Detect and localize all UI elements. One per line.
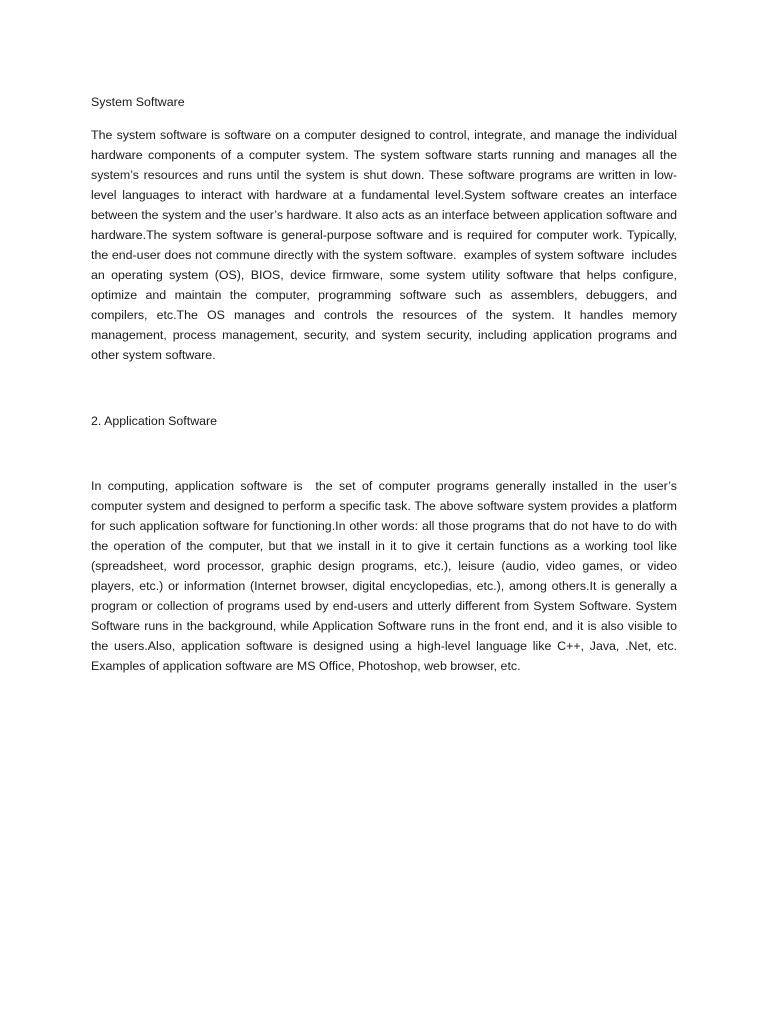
section-paragraph-application-software: In computing, application software is the set of computer programs generally installed in the user’s computer system and designed to perform a specific task. The above software system provides a platform for such application software for functioning.In other words: all those programs that do not have to do with the operation of the computer, but that we install in it to give it certain functions as a working tool like (spreadsheet, word processor, graphic design programs, etc.), leisure (audio, video games, or video players, etc.) or information (Internet browser, digital encyclopedias, etc.), among others.It is generally a program or collection of programs used by end-users and utterly different from System Software. System Software runs in the background, while Application Software runs in the front end, and it is also visible to the users.Also, application software is designed using a high-level language like C++, Java, .Net, etc. Examples of application software are MS Office, Photoshop, web browser, etc. [91, 479, 681, 673]
section-paragraph-system-software: The system software is software on a computer designed to control, integrate, and manage the individual hardware components of a computer system. The system software starts running and manages all the system’s resources and runs until the system is shut down. These software programs are written in low-level languages to interact with hardware at a fundamental level.System software creates an interface between the system and the user’s hardware. It also acts as an interface between application software and hardware.The system software is general-purpose software and is required for computer work. Typically, the end-user does not commune directly with the system software. examples of system software includes an operating system (OS), BIOS, device firmware, some system utility software that helps configure, optimize and maintain the computer, programming software such as assemblers, debuggers, and compilers, etc.The OS manages and controls the resources of the system. It handles memory management, process management, security, and system security, including application programs and other system software. [91, 128, 681, 362]
document-body [91, 92, 681, 676]
section-heading-application-software: 2. Application Software [91, 414, 218, 428]
section-heading-system-software: System Software [91, 95, 185, 109]
